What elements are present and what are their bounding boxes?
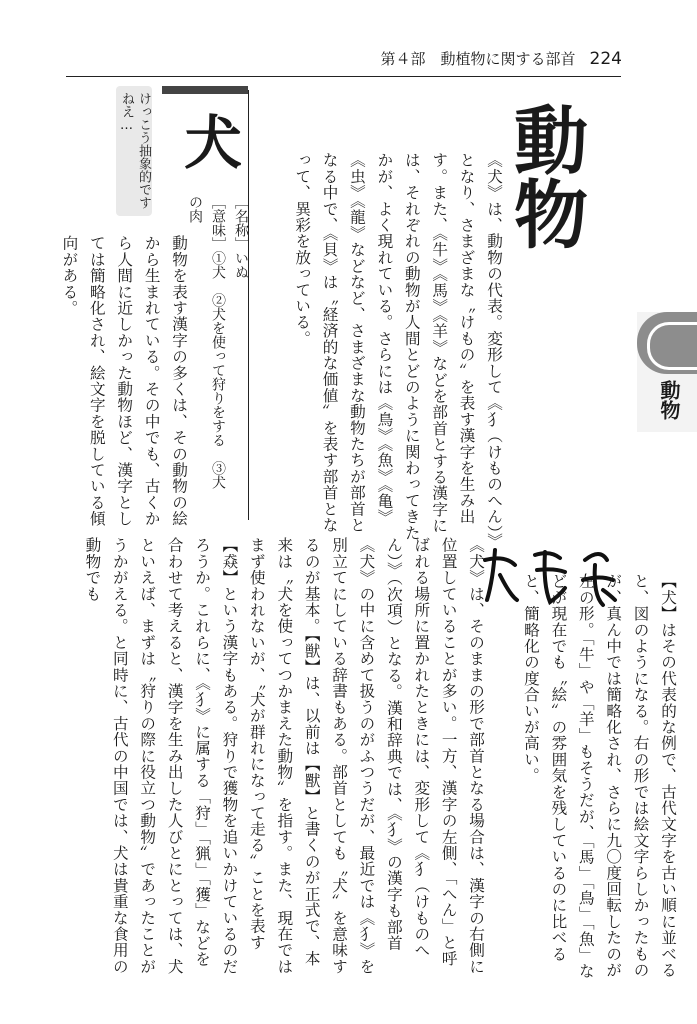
main-paragraph-1: 【犬】はその代表的な例で、古代文字を古い順に並べると、図のようになる。右の形では絵文字らしかったものが、真ん中では簡略化され、さらに九〇度回転したのが左の形。「牛」や「羊」もそうだが、「馬」「鳥」「魚」などが現在でも〝絵〟の雰囲気を残しているのに比べると、簡略化の度合いが高い。: [521, 573, 677, 980]
entry-kanji: 犬: [174, 112, 242, 170]
entry-name: ［名称］いぬ: [233, 195, 249, 279]
oracle-glyph-left: [485, 550, 517, 600]
entry-definition: [183, 195, 252, 495]
tab-label: 動物: [657, 380, 681, 420]
entry-meaning: ［意味］①犬 ②犬を使って狩りをする ③犬の肉: [187, 195, 226, 489]
part-title: 第４部 動植物に関する部首: [380, 50, 576, 68]
intro-paragraph: 《犬》は、動物の代表。変形して《犭（けものへん）》となり、さまざまな〝けもの〟を表す漢字を生み出す。また、《牛》《馬》《羊》などを部首とする漢字には、それぞれの動物が人間とどのように関わってきたかが、よく現れている。さらには《鳥》《魚》《亀》《虫》《龍》などなど、さまざまな動物たちが部首となる中で、《貝》は〝経済的な価値〟を表す部首となって、異彩を放っている。: [293, 152, 503, 542]
page-number: 224: [589, 49, 622, 69]
chapter-title: 動物: [502, 102, 588, 250]
header-rule: [66, 76, 621, 77]
side-tab: [637, 312, 697, 432]
running-header: [381, 48, 622, 69]
note-text: けっこう抽象的ですねえ…: [119, 92, 151, 209]
main-paragraph-2: 《犬》は、そのままの形で部首となる場合は、漢字の右側に位置していることが多い。一方、漢字の左側、「へん」と呼ばれる場所に置かれたときには、変形して《犭（けものへん）》（次項）となる。漢和辞典では、《犭》の漢字も部首《犬》の中に含めて扱うのがふつうだが、最近では《犭》を別立てにしている辞書もある。部首としても〝犬〟を意味するのが基本。【獣】は、以前は【獸】と書くのが正式で、本来は〝犬を使ってつかまえた動物〟を指す。また、現在ではまず使われないが、〝犬が群れになって走る〟ことを表す【猋】という漢字もある。狩りで獲物を追いかけているのだろうか。これらに、《犭》に属する「狩」「猟」「獲」などを合わせて考えると、漢字を生み出した人びとにとっては、犬といえば、まずは〝狩りの際に役立つ動物〟であったことがうかがえる。と同時に、古代の中国では、犬は貴重な食用の動物でも: [83, 537, 486, 975]
tab-decoration-icon: [637, 312, 697, 374]
note-body: 動物を表す漢字の多くは、その動物の絵から生まれている。その中でも、古くから人間に近しかった動物ほど、漢字としては簡略化され、絵文字を脱している傾向がある。: [60, 235, 189, 527]
entry-bar: [162, 86, 248, 94]
